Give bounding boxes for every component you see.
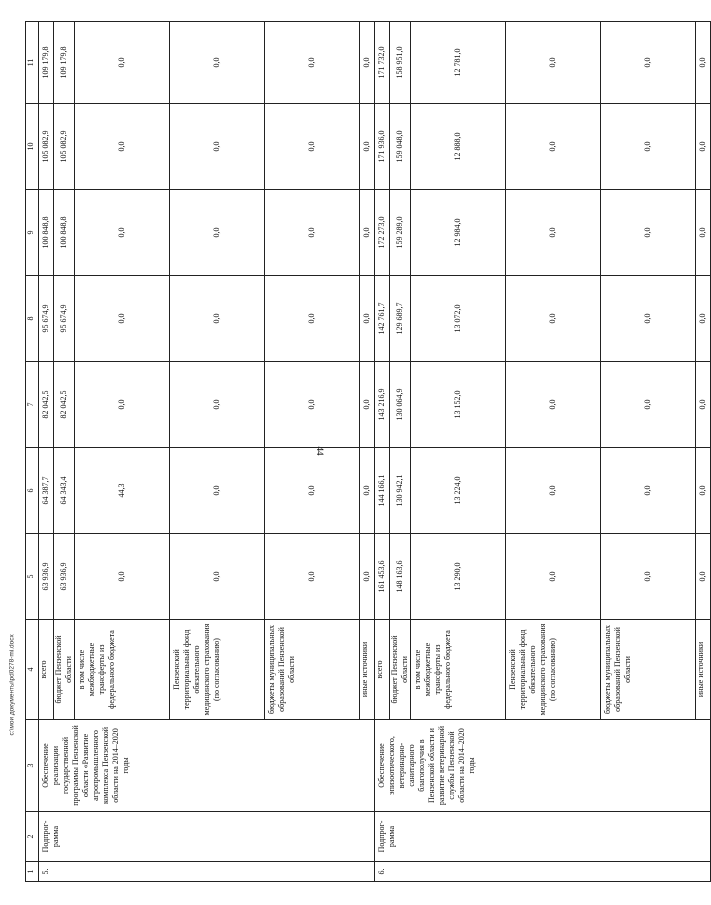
amount-cell: 0,0 [170,276,265,362]
amount-cell: 0,0 [75,276,170,362]
amount-cell: 0,0 [75,104,170,190]
funding-source-label: иные источники [696,620,711,720]
program-name-cell: Обеспечение эпизоотического, ветеринарно-санитарного благополучия в Пензенской области и развитие ветеринарной службы Пензенской области на 2014–2020 годы [375,720,711,812]
funding-source-label: всего [39,620,54,720]
amount-cell: 12 781,0 [411,22,506,104]
amount-cell: 0,0 [506,190,601,276]
amount-cell: 95 674,9 [54,276,75,362]
amount-cell: 0,0 [360,362,375,448]
amount-cell: 100 848,8 [54,190,75,276]
funding-source-label: иные источники [360,620,375,720]
amount-cell: 13 072,0 [411,276,506,362]
amount-cell: 0,0 [75,362,170,448]
amount-cell: 109 179,8 [39,22,54,104]
amount-cell: 0,0 [601,276,696,362]
col-number-9: 9 [26,190,39,276]
amount-cell: 0,0 [170,22,265,104]
funding-source-label: бюджеты муниципальных образований Пензенской области [265,620,360,720]
col-number-5: 5 [26,534,39,620]
rotated-page [25,22,707,882]
amount-cell: 0,0 [696,534,711,620]
amount-cell: 0,0 [506,22,601,104]
amount-cell: 0,0 [696,276,711,362]
amount-cell: 0,0 [696,448,711,534]
amount-cell: 0,0 [506,448,601,534]
amount-cell: 159 289,0 [390,190,411,276]
amount-cell: 129 689,7 [390,276,411,362]
table-body [39,22,711,882]
funding-source-label: в том числе межбюджетные трансферты из федерального бюджета [75,620,170,720]
amount-cell: 171 936,0 [375,104,390,190]
amount-cell: 0,0 [265,22,360,104]
amount-cell: 0,0 [170,448,265,534]
amount-cell: 0,0 [265,448,360,534]
amount-cell: 100 848,8 [39,190,54,276]
row-type-cell: Подпрог-рамма [375,812,711,862]
amount-cell: 0,0 [601,22,696,104]
amount-cell: 12 984,0 [411,190,506,276]
amount-cell: 0,0 [506,362,601,448]
page-number: 44 [315,446,325,456]
col-number-3: 3 [26,720,39,812]
amount-cell: 12 888,0 [411,104,506,190]
amount-cell: 64 387,7 [39,448,54,534]
amount-cell: 159 048,0 [390,104,411,190]
amount-cell: 0,0 [601,190,696,276]
amount-cell: 144 166,1 [375,448,390,534]
amount-cell: 0,0 [170,362,265,448]
amount-cell: 13 152,0 [411,362,506,448]
financing-table [25,21,711,882]
funding-source-label: бюджеты муниципальных образований Пензенской области [601,620,696,720]
amount-cell: 64 343,4 [54,448,75,534]
amount-cell: 0,0 [265,104,360,190]
amount-cell: 0,0 [601,104,696,190]
amount-cell: 109 179,8 [54,22,75,104]
amount-cell: 63 936,9 [39,534,54,620]
funding-source-label: в том числе межбюджетные трансферты из федерального бюджета [411,620,506,720]
amount-cell: 143 216,9 [375,362,390,448]
funding-source-label: всего [375,620,390,720]
col-number-10: 10 [26,104,39,190]
amount-cell: 13 290,0 [411,534,506,620]
funding-source-label: Пензенский территориальный фонд обязательного медицинского страхования (по согласованию) [506,620,601,720]
amount-cell: 0,0 [360,448,375,534]
amount-cell: 0,0 [170,190,265,276]
amount-cell: 0,0 [601,534,696,620]
table-row [375,22,390,882]
funding-source-label: бюджет Пензенской области [54,620,75,720]
amount-cell: 105 082,9 [54,104,75,190]
program-name-cell: Обеспечение реализации государственной программы Пензенской области «Развитие агропромышленного комплекса Пензенской области на 2014–2020 годы [39,720,375,812]
amount-cell: 0,0 [696,362,711,448]
amount-cell: 172 273,0 [375,190,390,276]
amount-cell: 105 082,9 [39,104,54,190]
amount-cell: 82 042,5 [39,362,54,448]
amount-cell: 148 163,6 [390,534,411,620]
row-type-cell: Подпрог-рамма [39,812,375,862]
amount-cell: 0,0 [75,190,170,276]
row-number-cell: 6. [375,862,711,882]
amount-cell: 0,0 [696,22,711,104]
amount-cell: 161 453,6 [375,534,390,620]
amount-cell: 63 936,9 [54,534,75,620]
amount-cell: 13 224,0 [411,448,506,534]
amount-cell: 0,0 [360,276,375,362]
amount-cell: 0,0 [696,190,711,276]
amount-cell: 0,0 [360,22,375,104]
amount-cell: 0,0 [265,534,360,620]
amount-cell: 158 951,0 [390,22,411,104]
amount-cell: 0,0 [360,534,375,620]
amount-cell: 171 732,0 [375,22,390,104]
col-number-8: 8 [26,276,39,362]
amount-cell: 0,0 [360,190,375,276]
amount-cell: 0,0 [170,534,265,620]
amount-cell: 0,0 [265,276,360,362]
col-number-7: 7 [26,362,39,448]
amount-cell: 0,0 [506,104,601,190]
amount-cell: 0,0 [696,104,711,190]
amount-cell: 142 761,7 [375,276,390,362]
col-number-1: 1 [26,862,39,882]
table-row [39,22,54,882]
amount-cell: 130 942,1 [390,448,411,534]
amount-cell: 0,0 [75,22,170,104]
amount-cell: 0,0 [360,104,375,190]
column-number-row [26,22,39,882]
amount-cell: 0,0 [601,362,696,448]
col-number-4: 4 [26,620,39,720]
amount-cell: 0,0 [265,190,360,276]
col-number-6: 6 [26,448,39,534]
amount-cell: 0,0 [506,534,601,620]
row-number-cell: 5. [39,862,375,882]
amount-cell: 0,0 [265,362,360,448]
col-number-2: 2 [26,812,39,862]
amount-cell: 0,0 [75,534,170,620]
amount-cell: 0,0 [601,448,696,534]
col-number-11: 11 [26,22,39,104]
amount-cell: 95 674,9 [39,276,54,362]
funding-source-label: бюджет Пензенской области [390,620,411,720]
amount-cell: 0,0 [506,276,601,362]
footer-file-path: c:\мои документы\pd0278-mi.docx [8,634,16,736]
amount-cell: 44,3 [75,448,170,534]
amount-cell: 82 042,5 [54,362,75,448]
amount-cell: 130 064,9 [390,362,411,448]
amount-cell: 0,0 [170,104,265,190]
funding-source-label: Пензенский территориальный фонд обязательного медицинского страхования (по согласованию) [170,620,265,720]
